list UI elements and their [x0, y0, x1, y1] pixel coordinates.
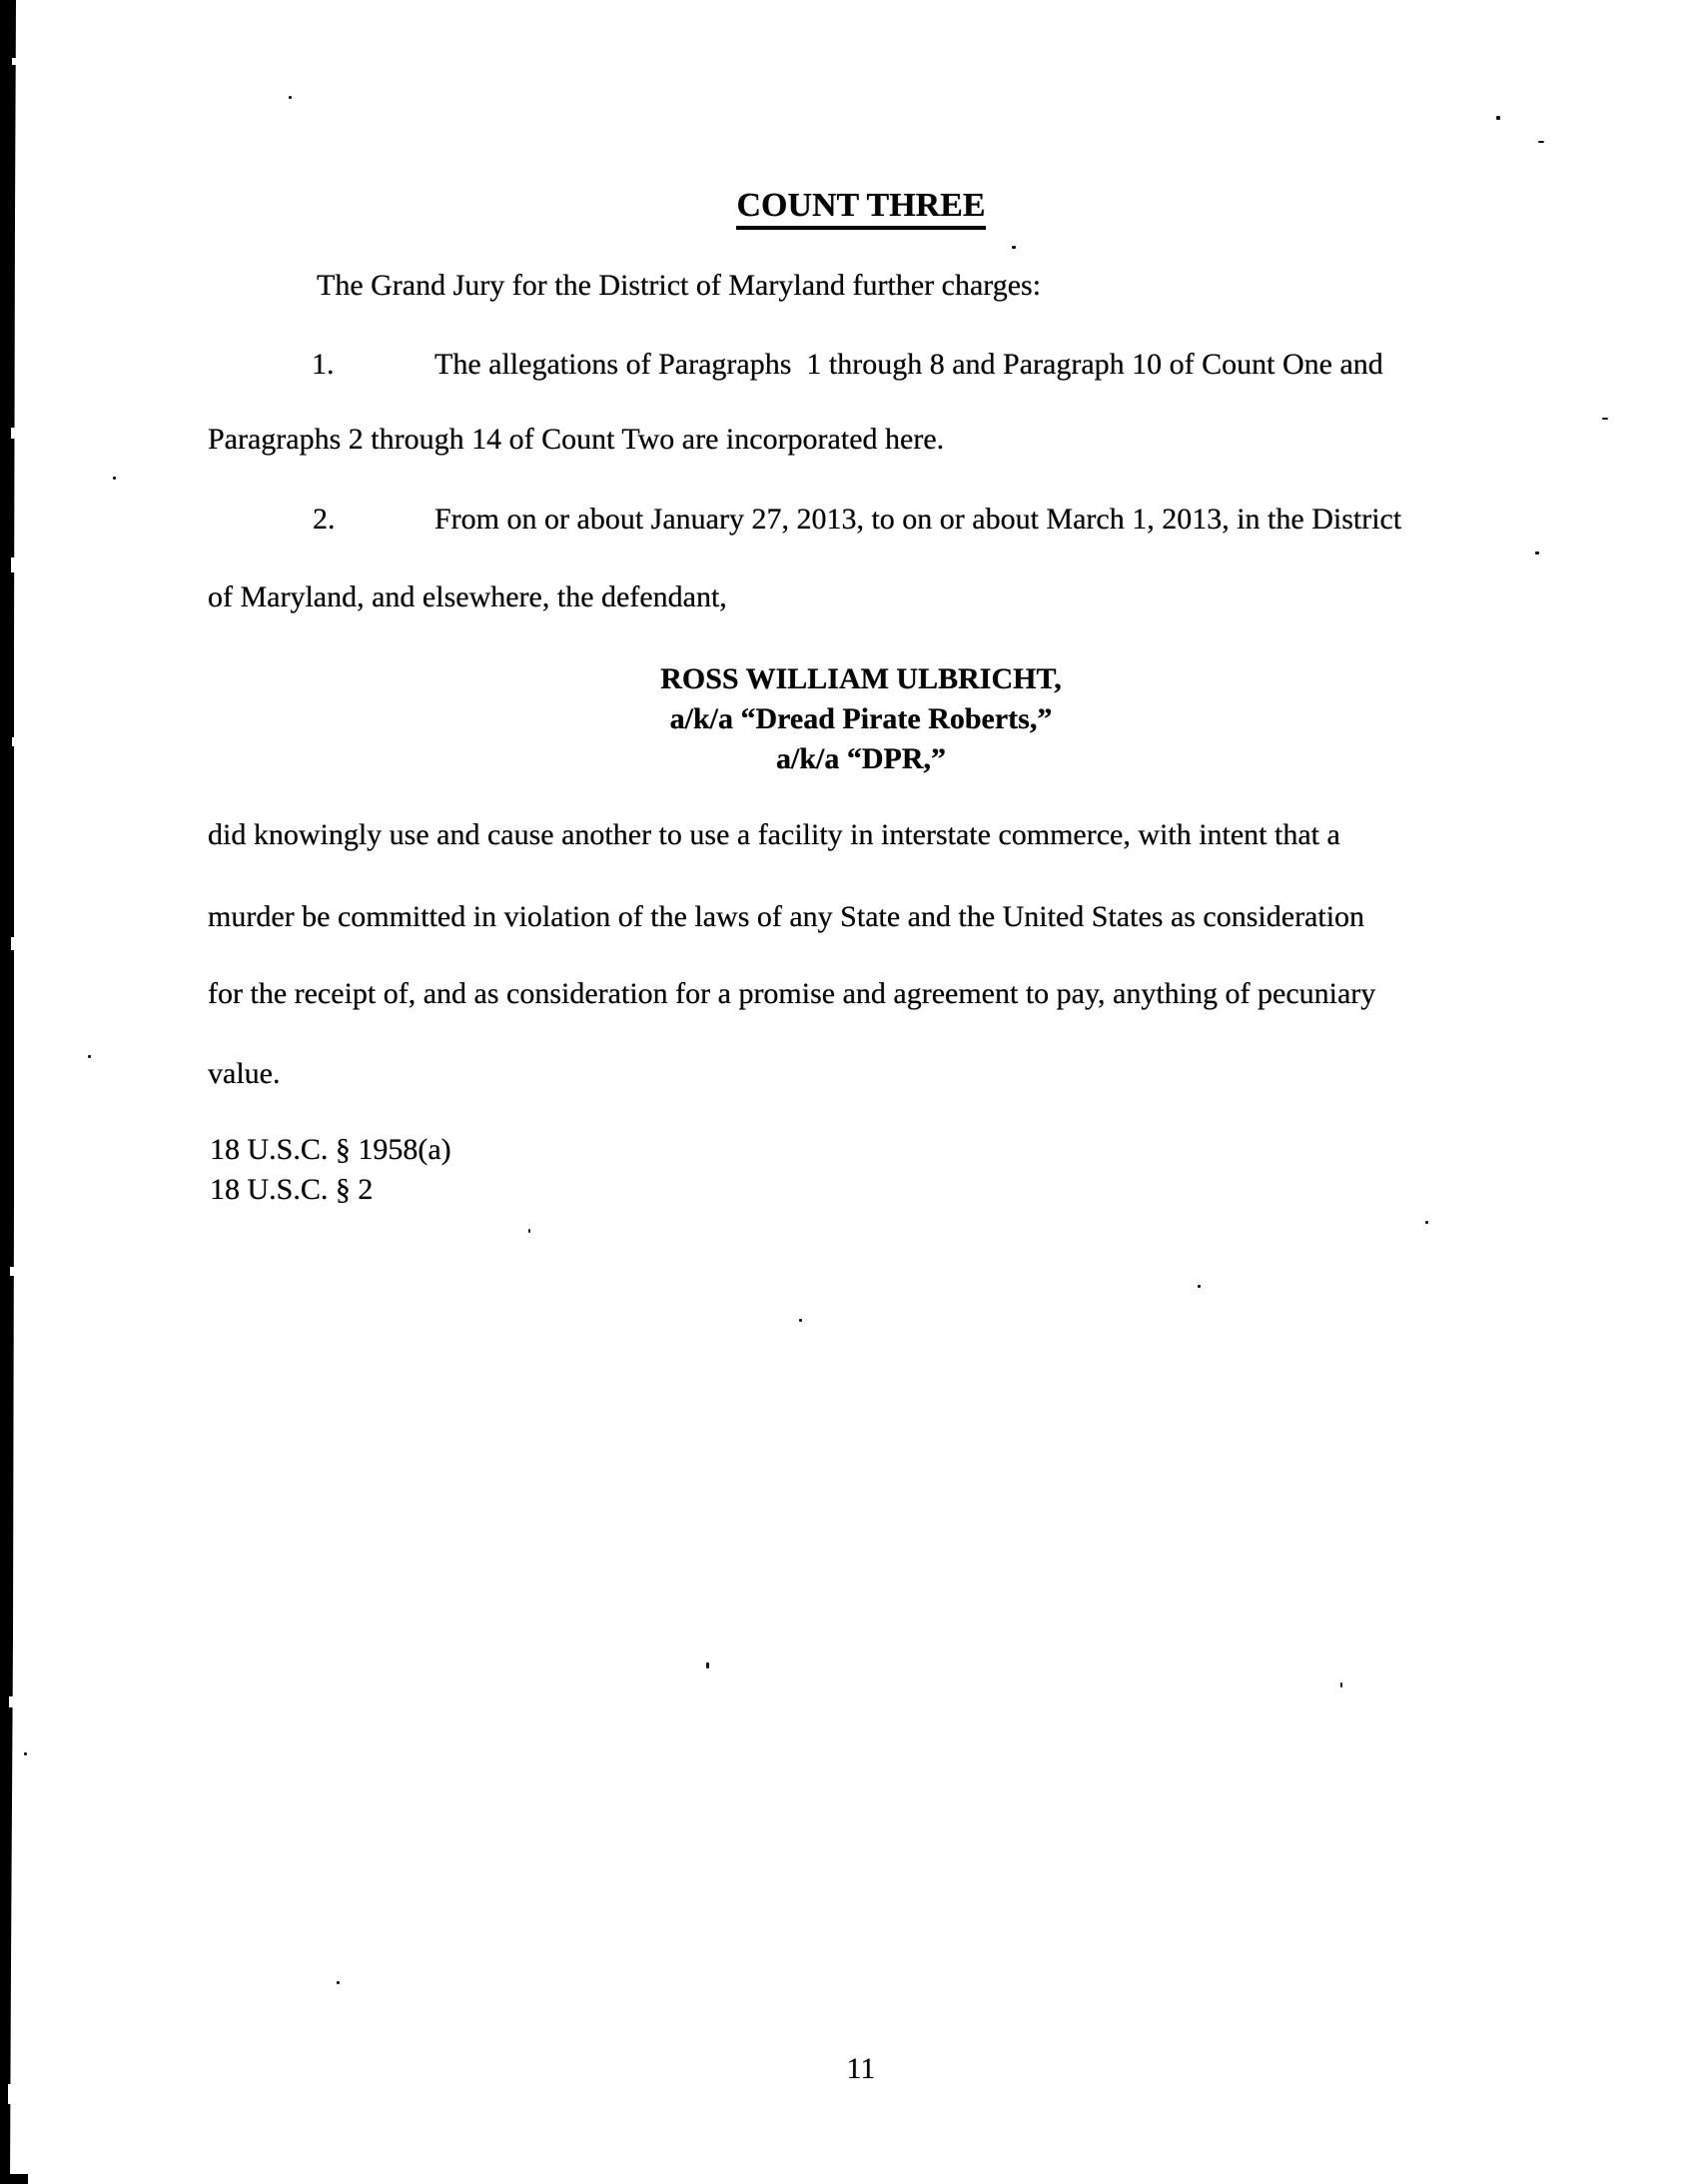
defendant-name-line: ROSS WILLIAM ULBRICHT, — [660, 662, 1062, 695]
scan-speck — [1538, 141, 1544, 143]
scan-speck — [337, 1981, 340, 1984]
scan-speck — [88, 1055, 91, 1058]
charge-line-4: value. — [208, 1057, 281, 1090]
scan-speck — [289, 96, 292, 99]
scan-speck — [1425, 1221, 1428, 1224]
scan-speck — [1340, 1682, 1342, 1687]
scan-edge-nick — [11, 428, 16, 439]
scan-speck — [1012, 246, 1016, 249]
count-heading — [208, 189, 1514, 223]
paragraph-2-number: 2. — [313, 503, 336, 536]
paragraph-1-line-1: The allegations of Paragraphs 1 through 8 and Paragraph 10 of Count One and — [434, 348, 1383, 381]
page-number: 11 — [846, 2052, 876, 2085]
paragraph-2-line-2: of Maryland, and elsewhere, the defendant, — [208, 580, 727, 613]
paragraph-2-line-1: From on or about January 27, 2013, to on or about March 1, 2013, in the District — [434, 503, 1402, 536]
scan-edge-bar — [0, 0, 17, 2184]
charge-line-1: did knowingly use and cause another to use a facility in interstate commerce, with intent that a — [208, 818, 1340, 851]
scan-edge-nick — [11, 557, 16, 572]
scan-speck — [113, 477, 116, 480]
defendant-alias-line-1: a/k/a “Dread Pirate Roberts,” — [669, 702, 1053, 735]
charge-line-2: murder be committed in violation of the laws of any State and the United States as consideration — [208, 900, 1365, 933]
scan-edge-nick — [12, 58, 16, 65]
scan-edge-nick — [9, 1696, 14, 1707]
intro-line: The Grand Jury for the District of Maryland further charges: — [317, 269, 1042, 302]
scan-edge-foot — [8, 2174, 28, 2184]
scan-speck — [24, 1752, 27, 1755]
defendant-alias-line-2: a/k/a “DPR,” — [775, 742, 946, 775]
scan-speck — [706, 1662, 709, 1668]
scan-speck — [799, 1319, 802, 1322]
scan-edge-nick — [12, 737, 16, 746]
paragraph-1-line-2: Paragraphs 2 through 14 of Count Two are incorporated here. — [208, 423, 945, 456]
charge-line-3: for the receipt of, and as consideration for a promise and agreement to pay, anything of pecuniary — [208, 977, 1376, 1010]
scan-speck — [1198, 1285, 1201, 1288]
scan-speck — [1602, 418, 1608, 420]
scan-speck — [1496, 116, 1500, 120]
statute-citation-2: 18 U.S.C. § 2 — [210, 1173, 374, 1206]
count-heading-text: COUNT THREE — [736, 187, 985, 230]
paragraph-1-number: 1. — [312, 348, 335, 381]
scan-edge-nick — [8, 2084, 14, 2104]
scan-speck — [1535, 551, 1539, 554]
statute-citation-1: 18 U.S.C. § 1958(a) — [210, 1133, 451, 1166]
scan-edge-nick — [10, 1267, 15, 1276]
scan-speck — [528, 1229, 530, 1233]
scan-edge-nick — [11, 937, 16, 950]
